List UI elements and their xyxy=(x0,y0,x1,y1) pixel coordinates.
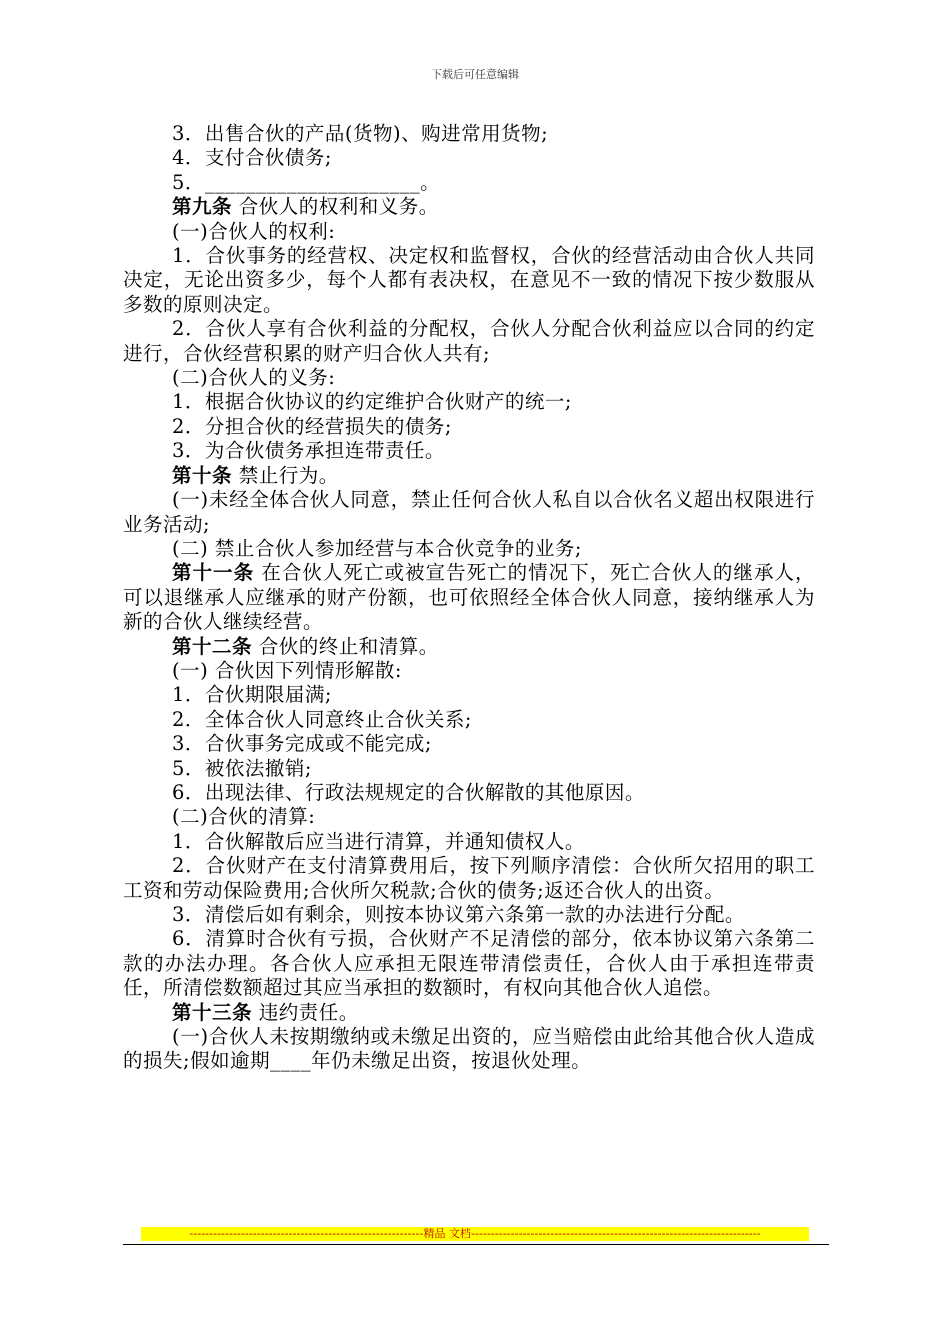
text-line: 5．被依法撤销; xyxy=(172,756,312,780)
text-line: (二) 禁止合伙人参加经营与本合伙竞争的业务; xyxy=(172,536,582,560)
article-title: 违约责任。 xyxy=(252,1000,359,1024)
paragraph: 2．合伙财产在支付清算费用后，按下列顺序清偿：合伙所欠招用的职工工资和劳动保险费用;合伙所欠税款;合伙的债务;返还合伙人的出资。 xyxy=(123,854,815,902)
document-body xyxy=(123,122,815,1074)
text-line: 1．合伙解散后应当进行清算，并通知债权人。 xyxy=(172,829,585,853)
paragraph: (一)合伙人未按期缴纳或未缴足出资的，应当赔偿由此给其他合伙人造成的损失;假如逾期____年仍未缴足出资，按退伙处理。 xyxy=(123,1025,815,1073)
text-line: (二)合伙人的义务: xyxy=(172,366,336,390)
text-line: 2．全体合伙人同意终止合伙关系; xyxy=(172,707,472,731)
article-heading: 第十条 xyxy=(172,463,233,487)
text-line: 3．为合伙债务承担连带责任。 xyxy=(172,439,445,463)
text-line: 6．出现法律、行政法规规定的合伙解散的其他原因。 xyxy=(172,780,645,804)
paragraph: (一)未经全体合伙人同意，禁止任何合伙人私自以合伙名义超出权限进行业务活动; xyxy=(123,488,815,536)
footer-divider xyxy=(123,1244,829,1245)
article-title: 禁止行为。 xyxy=(232,463,339,487)
text-line: 3．合伙事务完成或不能完成; xyxy=(172,732,432,756)
article-heading: 第十三条 xyxy=(172,1000,253,1024)
text-line: (一) 合伙因下列情形解散: xyxy=(172,658,402,682)
article-10 xyxy=(123,464,815,488)
article-heading: 第十一条 xyxy=(172,561,255,585)
paragraph: 2．合伙人享有合伙利益的分配权，合伙人分配合伙利益应以合同的约定进行，合伙经营积累的财产归合伙人共有; xyxy=(123,317,815,365)
article-heading: 第十二条 xyxy=(172,634,253,658)
text-line: 4．支付合伙债务; xyxy=(172,146,332,170)
text-line: (一)合伙人的权利: xyxy=(172,219,336,243)
article-title: 合伙的终止和清算。 xyxy=(252,634,439,658)
paragraph: 6．清算时合伙有亏损，合伙财产不足清偿的部分，依本协议第六条第二款的办法办理。各合伙人应承担无限连带清偿责任，合伙人由于承担连带责任，所清偿数额超过其应当承担的数额时，有权向其他合伙人追偿。 xyxy=(123,927,815,1000)
article-11 xyxy=(123,561,815,634)
article-13 xyxy=(123,1001,815,1025)
text-line: 2．分担合伙的经营损失的债务; xyxy=(172,414,452,438)
text-line: 5．_____________________。 xyxy=(172,170,441,194)
article-9 xyxy=(123,195,815,219)
footer-watermark: -----------------------------------------------------------精品 文档------------------------------------------------------------------------- xyxy=(141,1227,809,1241)
article-12 xyxy=(123,635,815,659)
text-line: (二)合伙的清算: xyxy=(172,805,316,829)
article-text: 在合伙人死亡或被宣告死亡的情况下，死亡合伙人的继承人，可以退继承人应继承的财产份额，也可依照经全体合伙人同意，接纳继承人为新的合伙人继续经营。 xyxy=(123,561,815,634)
text-line: 3．出售合伙的产品(货物)、购进常用货物; xyxy=(172,122,549,145)
text-line: 1．根据合伙协议的约定维护合伙财产的统一; xyxy=(172,390,572,414)
article-title: 合伙人的权利和义务。 xyxy=(232,195,439,219)
page-header: 下载后可任意编辑 xyxy=(431,68,519,81)
article-heading: 第九条 xyxy=(172,195,233,219)
paragraph: 1．合伙事务的经营权、决定权和监督权，合伙的经营活动由合伙人共同决定，无论出资多少，每个人都有表决权，在意见不一致的情况下按少数服从多数的原则决定。 xyxy=(123,244,815,316)
text-line: 1．合伙期限届满; xyxy=(172,683,332,707)
paragraph: 3．清偿后如有剩余，则按本协议第六条第一款的办法进行分配。 xyxy=(172,903,745,926)
